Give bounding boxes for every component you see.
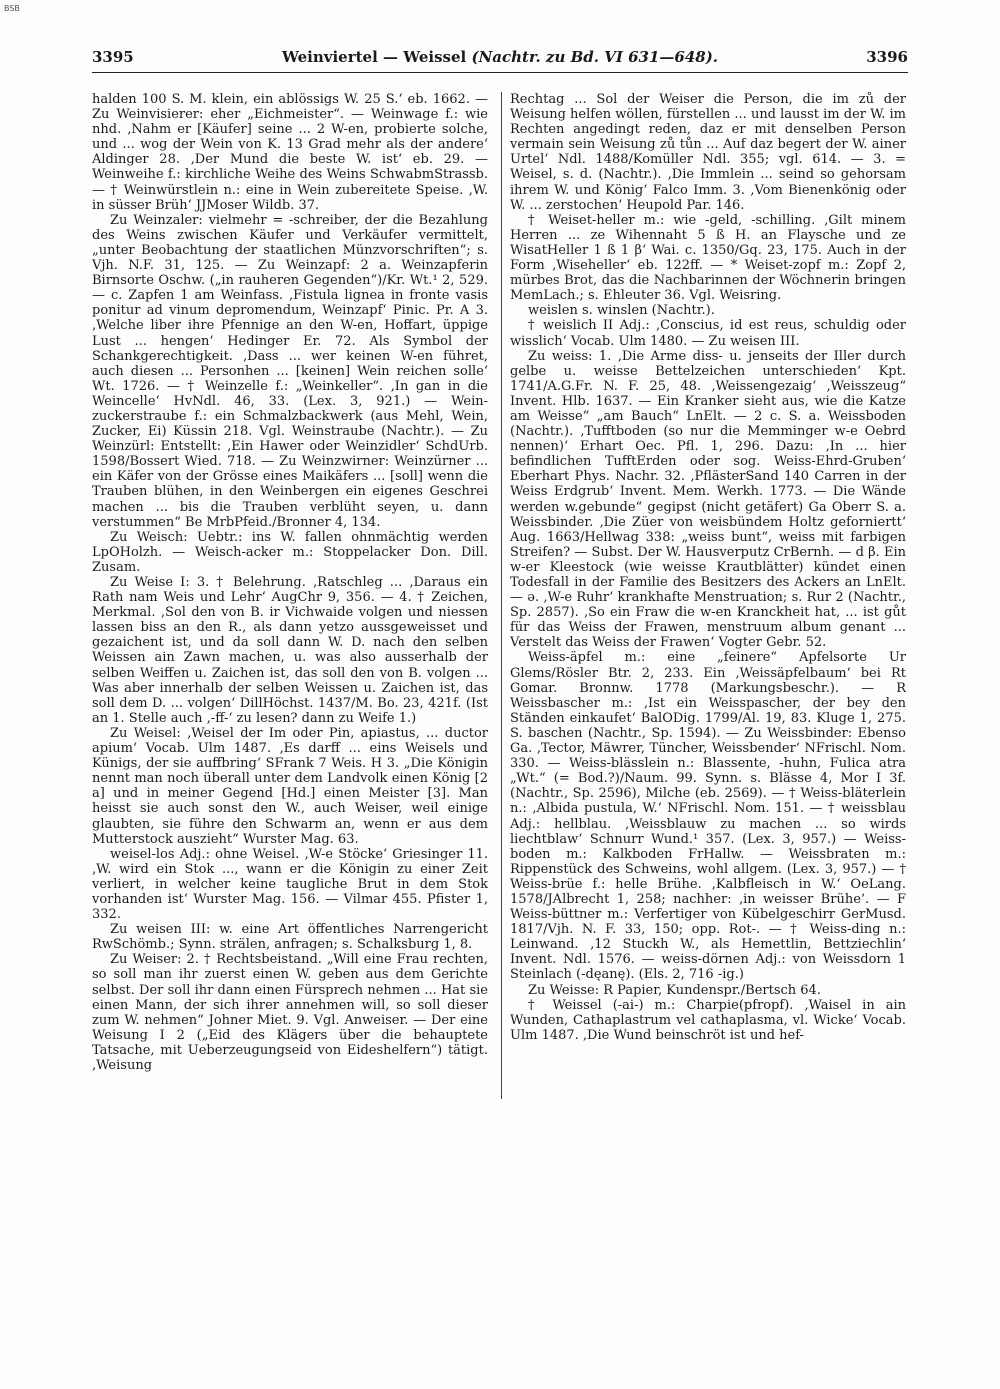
running-title-main: Weinviertel — Weissel (281, 48, 467, 66)
dictionary-entry: Zu weisen III: w. eine Art öffentliches Narrengericht RwSchömb.; Synn. strälen, anfragen; s. Schalksburg 1, 8. (92, 922, 488, 953)
dictionary-entry: Zu Weinzaler: vielmehr = -schreiber, der die Bezahlung des Weins zwischen Käufer und Verkäufer vermittelt, „unter Beobachtung der staatlichen Münzvorschriften“; s. Vjh. N.F. 31, 125. — Zu Weinzapf: 2 a. Weinzapferin Birnsorte Oschw. („in rauheren Gegenden“)/Kr. Wt.¹ 2, 529. — c. Zapfen 1 am Weinfass. ‚Fistula lignea in fronte vasis ponitur ad vinum depromendum, Weinzapf‘ Pinic. Pr. A 3. ‚Welche liber ihre Pfennige an den W-en, Hoffart, üppige Lust ... hengen‘ Hedinger Er. 72. Als Symbol der Schankgerechtigkeit. ‚Dass ... wer keinen W-en führet, auch diesen ... Personhen ... [keinen] Wein reichen solle‘ Wt. 1726. — † Weinzelle f.: „Weinkeller“. ‚In gan in die Weincelle‘ HvNdl. 46, 33. (Lex. 3, 921.) — Wein-zuckerstraube f.: ein Schmalzbackwerk (aus Mehl, Wein, Zucker, Ei) Küssin 218. Vgl. Weinstraube (Nachtr.). — Zu Weinzürl: Entstellt: ‚Ein Hawer oder Weinzidler‘ SchdUrb. 1598/Bossert Wied. 718. — Zu Weinzwirner: Weinzürner ... ein Käfer von der Grösse eines Maikäfers ... [soll] wenn die Trauben blühen, in den Weinbergen ein eigenes Geschrei machen ... bis die Trauben verblüht seyen, u. dann verstummen“ Be MrbPfeid./Bronner 4, 134. (92, 212, 488, 530)
library-stamp: BSB (4, 4, 20, 13)
column-divider (501, 92, 502, 1099)
dictionary-entry: Rechtag ... Sol der Weiser die Person, die im zů der Weisung helfen wöllen, fürstellen ... und lausst im der W. im Rechten angedingt reden, daz er mit denselben Person vermain sein Weisung zů tůn ... Auf daz begert der W. ainer Urtel‘ Ndl. 1488/Komüller Ndl. 355; vgl. 614. — 3. = Weisel, s. d. (Nachtr.). ‚Die Immlein ... seind so gehorsam ihrem W. und König‘ Falco Imm. 3. ‚Vom Bienenkönig oder W. ... zerstochen‘ Heupold Par. 146. (510, 92, 906, 213)
right-column (510, 92, 906, 1353)
dictionary-entry: Zu Weiser: 2. † Rechtsbeistand. „Will eine Frau rechten, so soll man ihr zuerst einen W. geben aus dem Gerichte selbst. Der soll ihr dann einen Fürsprech nehmen ... Hat sie einen Mann, der sich ihrer annehmen will, so soll dieser zum W. nehmen“ Johner Miet. 9. Vgl. Anweiser. — Der eine Weisung I 2 („Eid des Klägers über die behauptete Tatsache, mit Ueberzeugungseid von Eideshelfern“) tätigt. ‚Weisung (92, 952, 488, 1073)
dictionary-entry: Zu Weisel: ‚Weisel der Im oder Pin, apiastus, ... ductor apium‘ Vocab. Ulm 1487. ‚Es darff ... eins Weisels und Künigs, der sie auffbring‘ SFrank 7 Weis. H 3. „Die Königin nennt man noch überall unter dem Landvolk einen König [2 a] und in meiner Gegend [Hd.] einen Meister [3]. Man heisst sie auch sonst den W., auch Weiser, weil einige glaubten, sie führe den Schwarm an, wenn er aus dem Mutterstock auszieht“ Wurster Mag. 63. (92, 725, 488, 847)
page-number-left: 3395 (92, 48, 134, 66)
dictionary-entry: † weislich II Adj.: ‚Conscius, id est reus, schuldig oder wisslich‘ Vocab. Ulm 1480. — Zu weisen III. (510, 318, 906, 349)
running-title-sub: (Nachtr. zu Bd. VI 631—648). (471, 48, 719, 66)
page-number-right: 3396 (866, 48, 908, 66)
dictionary-entry: † Weissel (-ai-) m.: Charpie(pfropf). ‚Waisel in ain Wunden, Cathaplastrum vel cathaplasma, vl. Wicke‘ Vocab. Ulm 1487. ‚Die Wund beinschröt ist und hef- (510, 997, 906, 1043)
dictionary-entry: † Weiset-heller m.: wie -geld, -schilling. ‚Gilt minem Herren ... ze Wihennaht 5 ß H. an Flaysche und ze WisatHeller 1 ß 1 β‘ Wai. c. 1350/Gq. 23, 175. Auch in der Form ‚Wiseheller‘ eb. 122ff. — * Weiset-zopf m.: Zopf 2, mürbes Brot, das die Nachbarinnen der Wöchnerin bringen MemLach.; s. Ehleuter 36. Vgl. Weisring. (510, 212, 906, 304)
left-column (92, 92, 488, 1353)
dictionary-entry: Zu Weisse: R Papier, Kundenspr./Bertsch 64. (528, 982, 821, 998)
page-header (92, 44, 908, 74)
dictionary-entry: Zu Weise I: 3. † Belehrung. ‚Ratschleg ... ‚Daraus ein Rath nam Weis und Lehr‘ AugChr 9, 356. — 4. † Zeichen, Merkmal. ‚Sol den von B. ir Vichwaide volgen und niessen lassen biss an den R., als dann yetzo aussgeweisset und gezaichent ist, und da soll dann W. D. nach den selben Weissen ain Zawn machen, u. was also ausserhalb der selben Weiffen u. Zaichen ist, das soll den von B. volgen ... Was aber innerhalb der selben Weissen u. Zaichen ist, das soll dem D. ... volgen‘ DillHöchst. 1437/M. Bo. 23, 421f. (Ist an 1. Stelle auch ‚-ff-‘ zu lesen? dann zu Weife 1.) (92, 575, 488, 726)
dictionary-entry: weislen s. winslen (Nachtr.). (528, 303, 715, 319)
dictionary-entry: halden 100 S. M. klein, ein ablössigs W. 25 S.‘ eb. 1662. — Zu Weinvisierer: eher „Eichmeister“. — Weinwage f.: wie nhd. ‚Nahm er [Käufer] seine ... 2 W-en, probierte solche, und ... wog der Wein von K. 13 Grad mehr als der andere‘ Aldinger 28. ‚Der Mund die beste W. ist‘ eb. 29. — Weinweihe f.: kirchliche Weihe des Weins SchwabmStrassb. — † Weinwürstlein n.: eine in Wein zubereitete Speise. ‚W. in süsser Brüh‘ JJMoser Wildb. 37. (92, 92, 488, 213)
dictionary-entry: Zu weiss: 1. ‚Die Arme diss- u. jenseits der Iller durch gelbe u. weisse Bettelzeichen unterschieden‘ Kpt. 1741/A.G.Fr. N. F. 25, 48. ‚Weissengezaig‘ ‚Weisszeug“ Invent. Hlb. 1637. — Ein Kranker sieht aus, wie die Katze am Weisse“ „am Bauch“ LnElt. — 2 c. S. a. Weissboden (Nachtr.). ‚Tufftboden (so nur die Memminger w-e Oebrd nennen)‘ Erhart Oec. Pfl. 1, 296. Dazu: ‚In ... hier befindlichen TufftErden oder sog. Weiss-Ehrd-Gruben‘ Eberhart Phys. Nachr. 32. ‚PflästerSand 140 Carren in der Weiss Erdgrub‘ Invent. Mem. Werkh. 1773. — Die Wände werden w.gebunde“ gegipst (nicht getäfert) Ga Oberr S. a. Weissbinder. ‚Die Züer von weisbündem Holtz geforniertt‘ Aug. 1663/Hellwag 338: „weiss bunt“, weiss mit farbigen Streifen? — Subst. Der W. Hausverputz CrBernh. — d β. Ein w-er Kleestock (wie weisse Krautblätter) kündet einen Todesfall in der Familie des Besitzers des Ackers an LnElt. — ə. ‚W-e Ruhr‘ krankhafte Menstruation; s. Rur 2 (Nachtr., Sp. 2857). ‚So ein Fraw die w-en Kranckheit hat, ... ist gůt für das Weiss der Frawen, menstruum album genant ... Verstelt das Weiss der Frawen‘ Vogter Gebr. 52. (510, 348, 906, 651)
dictionary-entry: Zu Weisch: Uebtr.: ins W. fallen ohnmächtig werden LpOHolzh. — Weisch-acker m.: Stoppelacker Don. Dill. Zusam. (92, 529, 488, 575)
dictionary-entry: Weiss-äpfel m.: eine „feinere“ Apfelsorte Ur Glems/Rösler Btr. 2, 233. Ein ‚Weissäpfelbaum‘ bei Rt Gomar. Bronnw. 1778 (Markungsbeschr.). — R Weissbascher m.: ‚Ist ein Weisspascher, der bey den Ständen einkaufet‘ BalODig. 1799/Al. 19, 83. Kluge 1, 275. S. baschen (Nachtr., Sp. 1594). — Zu Weissbinder: Ebenso Ga. ‚Tector, Mäwrer, Tüncher, Weissbender‘ NFrischl. Nom. 330. — Weiss-blässlein n.: Blassente, -huhn, Fulica atra „Wt.“ (= Bod.?)/Naum. 99. Synn. s. Blässe 4, Mor I 3f. (Nachtr., Sp. 2596), Milche (eb. 2569). — † Weiss-bläterlein n.: ‚Albida pustula, W.‘ NFrischl. Nom. 151. — † weissblau Adj.: hellblau. ‚Weissblauw zu machen ... so wirds liechtblaw‘ Schnurr Wund.¹ 357. (Lex. 3, 957.) — Weiss-boden m.: Kalkboden FrHallw. — Weissbraten m.: Rippenstück des Schweins, wohl allgem. (Lex. 3, 957.) — † Weiss-brüe f.: helle Brühe. ‚Kalbfleisch in W.‘ OeLang. 1578/JAlbrecht 1, 258; nachher: ‚in weisser Brühe‘. — F Weiss-büttner m.: Verfertiger von Kübelgeschirr GerMusd. 1817/Vjh. N. F. 33, 150; opp. Rot-. — † Weiss-ding n.: Leinwand. ‚12 Stuckh W., als Hemettlin, Bettziechlin‘ Invent. Ndl. 1576. — weiss-dörnen Adj.: von Weissdorn 1 Steinlach (-dęanę). (Els. 2, 716 -ig.) (510, 650, 906, 983)
dictionary-entry: weisel-los Adj.: ohne Weisel. ‚W-e Stöcke‘ Griesinger 11. ‚W. wird ein Stok ..., wann er die Königin zu einer Zeit verliert, in welcher keine taugliche Brut in dem Stok vorhanden ist‘ Wurster Mag. 156. — Vilmar 455. Pfister 1, 332. (92, 846, 488, 923)
running-title (92, 48, 908, 66)
header-rule (92, 72, 908, 73)
